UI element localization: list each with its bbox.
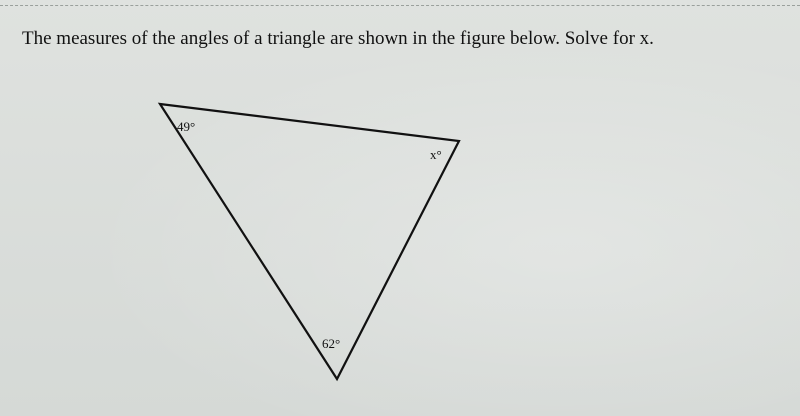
triangle-shape (160, 104, 459, 379)
angle-label-x: x° (430, 147, 442, 162)
angle-label-49: 49° (177, 119, 196, 134)
question-text: The measures of the angles of a triangle are shown in the figure below. Solve for x. (22, 28, 654, 49)
angle-label-62: 62° (322, 336, 341, 351)
